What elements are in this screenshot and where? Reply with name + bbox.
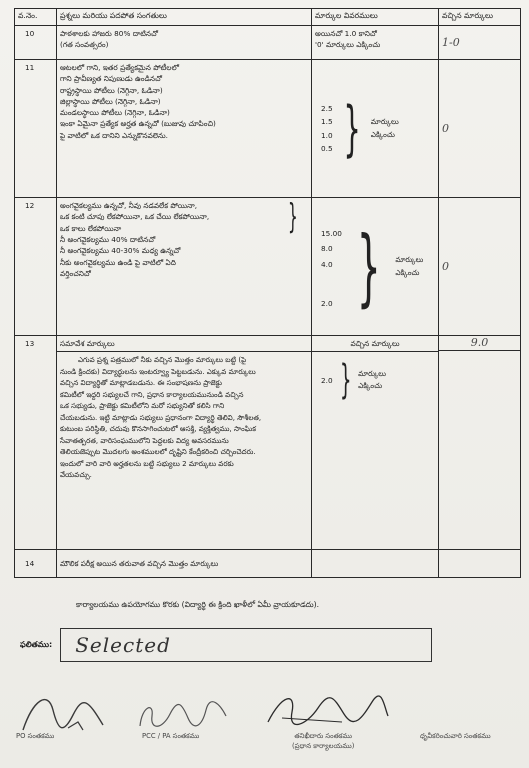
signature-3 [262, 688, 392, 738]
signature-2 [132, 696, 232, 736]
office-use-note: కార్యాలయము ఉపయోగము కొరకు (విద్యార్థి ఈ క్రింది ఖాళీలో ఏమీ వ్రాయకూడదు). [76, 600, 320, 609]
question-line: జిల్లాస్థాయి పోటీలు (నెగ్గినా, ఓడినా) [60, 96, 161, 106]
brace-label-line: మార్కులు [395, 255, 424, 265]
paragraph-line: వచ్చిన విద్యార్థితో మాట్లాడబడును. ఈ సంభాషణను ప్రాజెక్టు [60, 378, 222, 388]
signature-label-1: PO సంతకము [16, 732, 55, 740]
brace-label-line: ఎక్కించు [395, 267, 420, 277]
result-row [20, 628, 432, 662]
obtained-label: వచ్చిన మార్కులు [312, 336, 438, 352]
scale-value: 0.5 [321, 143, 333, 153]
marks-awarded: 0 [439, 198, 521, 336]
brace-label [371, 116, 399, 141]
paragraph-line: చేయబడును. ఇట్టి మాట్లాడు సభ్యులు ప్రధానంగా విద్యార్థి తెలివి, సౌశీలత, [60, 412, 262, 422]
header-marks-details: మార్కుల వివరములు [312, 9, 439, 26]
brace-icon: } [343, 93, 361, 164]
question-line: (గత సంవత్సరం) [60, 40, 109, 50]
brace-label-line: మార్కులు [370, 117, 399, 127]
question-line: పై వాటిలో ఒక దానిని ఎన్నుకొనవలెను. [60, 130, 168, 140]
brace-label-line: ఎక్కించు [358, 381, 383, 391]
question-line: ఒక కాలు లేకపోయినా [60, 223, 122, 233]
question-line: నీ అంగవైకల్యము 40% దాటినచో [60, 235, 156, 244]
row-question: మౌలిక పరీక్ష అయిన తరువాత వచ్చిన మొత్తం మార్కులు [57, 550, 312, 578]
paragraph-line: కమిటీలో ఇద్దరి సభ్యులచే గాని, ప్రధాన కార్యాలయమునుండి వచ్చిన [60, 389, 244, 399]
marks-scale [315, 99, 333, 158]
marks-awarded: 1-0 [439, 26, 521, 60]
row-question [57, 336, 312, 550]
header-serial: వ.నెం. [15, 9, 57, 26]
scale-value: 2.0 [321, 375, 333, 385]
row-number: 10 [15, 26, 57, 60]
table-row [15, 550, 521, 578]
row-details [312, 198, 439, 336]
question-line: నీ అంగవైకల్యము 40-30% మధ్య ఉన్నచో [60, 246, 181, 256]
question-line: ఆటలలో గాని, ఇతర ప్రత్యేకమైన పోటీలలో [60, 63, 179, 72]
paragraph-line: నుండి క్రిందకు) విద్యార్థులను ఇంటర్వ్యూ పెట్టబడును. ఎక్కువ మార్కులు [60, 366, 256, 376]
marks-awarded: 0 [439, 60, 521, 198]
row-details [312, 336, 439, 550]
paragraph-line: ఎగువ ప్రశ్న పత్రములో నీకు వచ్చిన మొత్తం మార్కులు బట్టి (పై [78, 355, 247, 365]
scale-value: 15.00 [321, 228, 342, 238]
row-number: 11 [15, 60, 57, 198]
question-line: పాఠశాలకు హాజరు 80% దాటినచో [60, 29, 159, 38]
brace-icon: } [339, 357, 352, 404]
result-box [60, 628, 432, 662]
signature-label-4: ధృవీకరించువారి సంతకము [420, 732, 491, 740]
marks-cell [439, 336, 521, 550]
table-row [15, 198, 521, 336]
header-marks-obtained: వచ్చిన మార్కులు [439, 9, 521, 26]
assessment-table [14, 8, 521, 578]
scale-value: 2.5 [321, 103, 333, 113]
paragraph-line: కుటుంబ పరిస్థితి, చదువు కొనసాగించుటలో ఆసక్తి, వ్యక్తిత్వము, సాంఘిక [60, 424, 256, 434]
row-question [57, 198, 312, 336]
question-line: వర్తించనిచో [60, 268, 91, 278]
signature-label-2: PCC / PA సంతకము [142, 732, 200, 740]
paragraph-line: వేయవచ్చు. [60, 470, 92, 480]
table-row [15, 336, 521, 550]
signature-label-line: తనిఖీదారు సంతకము [294, 732, 352, 740]
marks-cell [439, 550, 521, 578]
question-line: ఒక కంటి చూపు లేకపోయినా, ఒక చేయి లేకపోయినా, [60, 212, 210, 222]
signature-label-line: (ప్రధాన కార్యాలయము) [292, 742, 355, 750]
brace-icon: } [356, 217, 381, 316]
table-row [15, 26, 521, 60]
question-line: రాష్ట్రస్థాయి పోటీలు (నెగ్గినా, ఓడినా) [60, 85, 163, 95]
scale-value: 2.0 [321, 298, 333, 308]
header-row [15, 9, 521, 26]
row-details [312, 26, 439, 60]
brace-label-line: మార్కులు [358, 368, 386, 378]
paragraph-line: సేవాతత్పరత, వారిసంఘములోని పెద్దలకు విద్య అవసరమును [60, 435, 229, 445]
scale-value: 1.0 [321, 130, 333, 140]
question-line: ఇంకా ఏమైనా ప్రత్యేక అర్హత ఉన్నచో (బుజువు చూపించి) [60, 119, 216, 129]
paragraph-line: ఇందులో వారి వారి అర్హతలను బట్టి సభ్యులు 2 మార్కులు వరకు [60, 458, 234, 468]
signature-label-3 [292, 732, 354, 752]
row13-title: సమావేశ మార్కులు [57, 336, 311, 352]
details-line: '0' మార్కులు ఎక్కించు [315, 40, 381, 50]
brace-icon: } [288, 197, 299, 237]
scale-value: 1.5 [321, 117, 333, 127]
row13-paragraph [57, 352, 311, 482]
row-number: 12 [15, 198, 57, 336]
row-number: 14 [15, 550, 57, 578]
brace-label [395, 254, 423, 279]
question-line: అంగవైకల్యము ఉన్నచో, నీవు నడవలేక పోయినా, [60, 201, 198, 210]
table-row [15, 60, 521, 198]
row-question [57, 26, 312, 60]
marks-awarded: 9.0 [439, 336, 520, 351]
scale-value: 8.0 [321, 244, 333, 254]
marks-scale [315, 222, 342, 311]
result-value: Selected [75, 633, 171, 657]
brace-label-line: ఎక్కించు [370, 129, 395, 139]
question-line: గాని ప్రావీణ్యత నిపుణుడు ఉండినచో [60, 74, 163, 84]
result-label: ఫలితము: [20, 639, 53, 649]
details-line: అయినచో 1.0 కానిచో [315, 29, 377, 38]
header-questions: ప్రశ్నలు మరియు పదపోత సంగతులు [57, 9, 312, 26]
row-number: 13 [15, 336, 57, 550]
row-details [312, 60, 439, 198]
question-line: మండలస్థాయి పోటీలు (నెగ్గినా, ఓడినా) [60, 108, 170, 118]
paragraph-line: తెలియజెప్పుట మొదలగు అంశములలో దృష్టిని కేంద్రీకరించి చర్చించెదరు. [60, 447, 256, 457]
question-line: నీకు అంగవైకల్యము ఉండి పై వాటిలో ఏది [60, 257, 176, 267]
row-details [312, 550, 439, 578]
paragraph-line: ఒక సభ్యుడు, ప్రాజెక్టు కమిటీలోని మరో సభ్యునితో కలిసి గాని [60, 401, 225, 411]
scale-value: 4.0 [321, 259, 333, 269]
row-question [57, 60, 312, 198]
brace-label [358, 368, 386, 393]
